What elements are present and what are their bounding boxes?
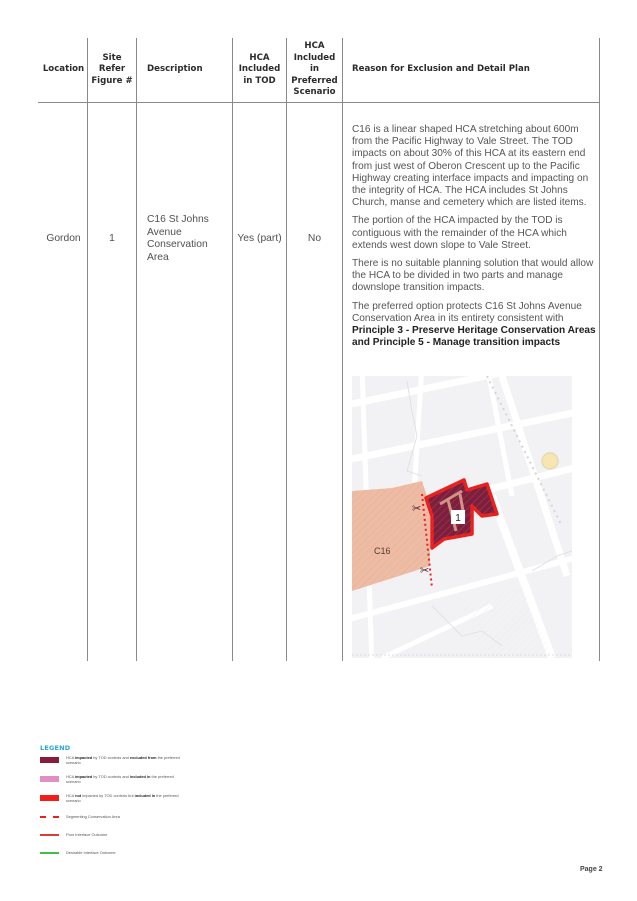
reason-paragraph: There is no suitable planning solution that would allow the HCA to be divided in two parts and manage downslope transition impacts. <box>352 258 594 294</box>
cell-hca-in-preferred: No <box>307 232 322 244</box>
column-divider <box>232 38 233 661</box>
scissors-icon: ✂ <box>420 565 430 577</box>
c16-label: C16 <box>374 546 391 556</box>
legend <box>40 744 180 855</box>
column-divider <box>87 38 88 661</box>
legend-text: Poor Interface Outcome <box>66 832 108 837</box>
legend-line <box>40 852 59 854</box>
cell-description: C16 St Johns Avenue Conservation Area <box>147 214 209 263</box>
header-site-refer: Site Refer Figure # <box>91 52 133 86</box>
legend-text: HCA impacted by TOD controls and included in the preferred scenario <box>66 774 174 785</box>
header-hca-in-tod: HCA Included in TOD <box>238 52 281 86</box>
legend-swatch <box>40 757 59 763</box>
header-divider <box>38 102 599 103</box>
legend-text: HCA impacted by TOD controls and excluded from the preferred scenario <box>66 755 180 766</box>
header-hca-in-preferred: HCA Included in Preferred Scenario <box>291 41 338 98</box>
column-divider <box>342 38 343 661</box>
legend-swatch <box>40 776 59 782</box>
reason-principles: Principle 3 - Preserve Heritage Conservation Areas and Principle 5 - Manage transition impacts <box>352 325 596 349</box>
legend-item-desirable-interface <box>40 850 180 855</box>
reason-paragraph: The portion of the HCA impacted by the TOD is contiguous with the remainder of the HCA which extends west down slope to Vale Street. <box>352 215 567 251</box>
page-number: Page 2 <box>580 866 603 873</box>
station-icon <box>542 453 558 469</box>
header-location: Location <box>42 64 85 75</box>
legend-item-poor-interface <box>40 832 180 837</box>
legend-text: Desirable Interface Outcome <box>66 850 116 855</box>
cell-location: Gordon <box>46 232 81 244</box>
legend-item-included <box>40 774 180 784</box>
header-description: Description <box>147 64 203 75</box>
legend-text: HCA not impacted by TOD controls but included in the preferred scenario <box>66 793 179 804</box>
legend-dashed-line <box>40 816 59 818</box>
site-marker-label: 1 <box>455 513 461 524</box>
legend-item-excluded <box>40 755 180 765</box>
legend-title: LEGEND <box>40 744 71 752</box>
cell-hca-in-tod: Yes (part) <box>237 232 282 244</box>
reason-paragraph: C16 is a linear shaped HCA stretching about 600m from the Pacific Highway to Vale Street. The TOD impacts on about 30% of this HCA at its eastern end from just west of Oberon Crescent up to the Pacific Highway creating interface impacts and impacting on the integrity of HCA. The HCA includes St Johns Church, manse and cemetery which are listed items. <box>352 124 589 209</box>
legend-item-segmenting <box>40 814 180 819</box>
legend-item-not-impacted <box>40 793 180 803</box>
column-divider <box>286 38 287 661</box>
column-divider <box>136 38 137 661</box>
legend-text: Segmenting Conservation Area <box>66 814 120 819</box>
column-divider <box>599 38 600 661</box>
legend-swatch <box>40 795 59 801</box>
reason-paragraph <box>352 301 598 350</box>
site-map-graphic <box>352 376 572 658</box>
cell-site-refer: 1 <box>109 232 115 244</box>
header-reason: Reason for Exclusion and Detail Plan <box>352 64 530 75</box>
scissors-icon: ✂ <box>412 503 422 515</box>
cell-reason <box>352 124 598 355</box>
site-map <box>352 376 572 658</box>
legend-line <box>40 834 59 836</box>
reason-text: The preferred option protects C16 St Johns Avenue Conservation Area in its entirety consistent with <box>352 300 582 324</box>
